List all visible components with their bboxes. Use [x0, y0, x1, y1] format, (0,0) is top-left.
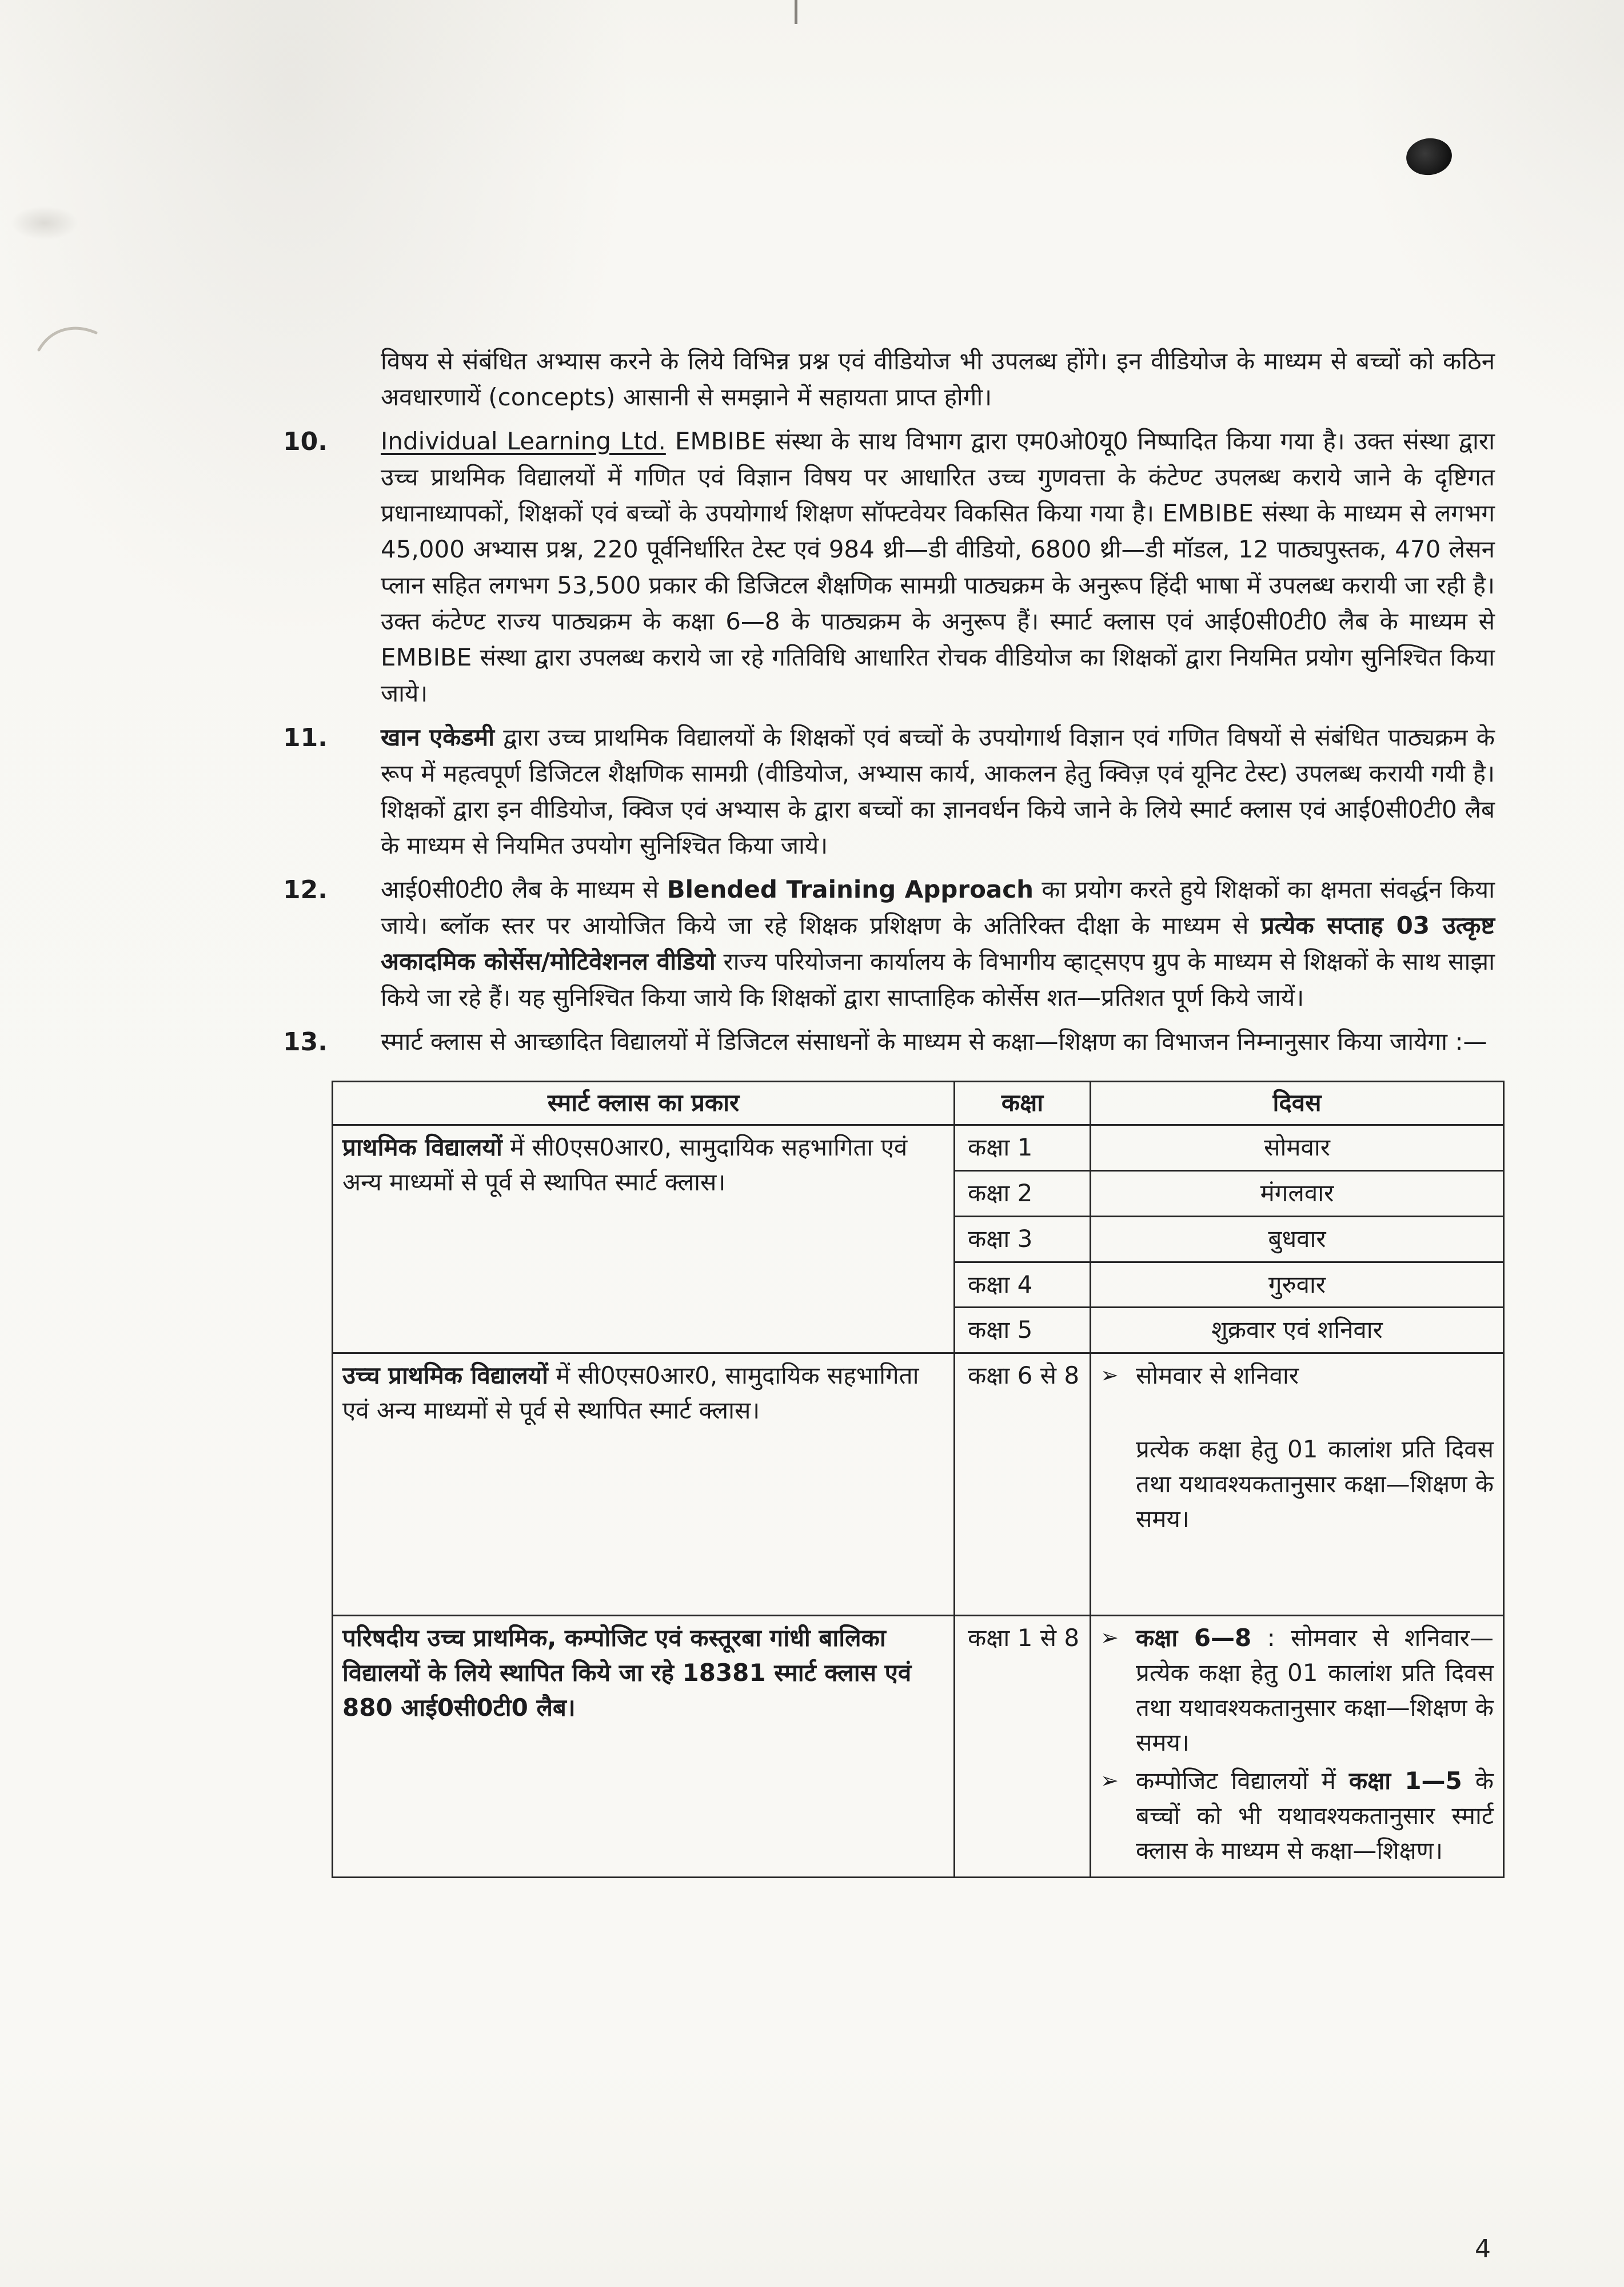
group1-type-bold: प्राथमिक विद्यालयों [342, 1133, 502, 1161]
class-cell: कक्षा 3 [955, 1216, 1091, 1262]
group2-type-cell [333, 1353, 955, 1616]
item-12-seg3: का प्रयोग करते हुये शिक्षकों का क्षमता संवर्द्धन किया जाये। ब्लॉक स्तर पर आयोजित किये जा रहे शिक्षक प्रशिक्षण के अतिरिक्त दीक्षा के माध्यम से [381, 875, 1495, 939]
scan-artifact-line [795, 0, 797, 24]
blank-line [1100, 1397, 1494, 1432]
class-cell: कक्षा 1 [955, 1125, 1091, 1170]
item-10-body: EMBIBE संस्था के साथ विभाग द्वारा एम0ओ0यू0 निष्पादित किया गया है। उक्त संस्था द्वारा उच्च प्राथमिक विद्यालयों में गणित एवं विज्ञान विषय पर आधारित उच्च गुणवत्ता के कंटेण्ट उपलब्ध कराये जाने के दृष्टिगत प्रधानाध्यापकों, शिक्षकों एवं बच्चों के उपयोगार्थ शिक्षण सॉफ्टवेयर विकसित किया गया है। EMBIBE संस्था के माध्यम से लगभग 45,000 अभ्यास प्रश्न, 220 पूर्वनिर्धारित टेस्ट एवं 984 थ्री—डी वीडियो, 6800 थ्री—डी मॉडल, 12 पाठ्यपुस्तक, 470 लेसन प्लान सहित लगभग 53,500 प्रकार की डिजिटल शैक्षणिक सामग्री पाठ्यक्रम के अनुरूप हिंदी भाषा में उपलब्ध करायी जा रही है। उक्त कंटेण्ट राज्य पाठ्यक्रम के कक्षा 6—8 के पाठ्यक्रम के अनुरूप हैं। स्मार्ट क्लास एवं आई0सी0टी0 लैब के माध्यम से EMBIBE संस्था द्वारा उपलब्ध कराये जा रहे गतिविधि आधारित रोचक वीडियोज का शिक्षकों द्वारा नियमित प्रयोग सुनिश्चित किया जाये। [381, 427, 1495, 707]
item-12-number: 12. [283, 875, 328, 905]
group1-type-cell [333, 1125, 955, 1353]
group3-class-cell: कक्षा 1 से 8 [955, 1616, 1091, 1877]
list-item-10 [283, 423, 1495, 711]
group2-day-line2: प्रत्येक कक्षा हेतु 01 कालांश प्रति दिवस तथा यथावश्यकतानुसार कक्षा—शिक्षण के समय। [1136, 1435, 1494, 1533]
day-cell: बुधवार [1091, 1216, 1504, 1262]
group2-day-cell [1091, 1353, 1504, 1616]
arrow-bullet-icon: ➢ [1100, 1767, 1119, 1793]
bullet2-lead: कम्पोजिट विद्यालयों में [1136, 1766, 1349, 1795]
day-cell: शुक्रवार एवं शनिवार [1091, 1308, 1504, 1353]
intro-paragraph: विषय से संबंधित अभ्यास करने के लिये विभिन्न प्रश्न एवं वीडियोज भी उपलब्ध होंगे। इन वीडियोज के माध्यम से बच्चों को कठिन अवधारणायें (concepts) आसानी से समझाने में सहायता प्राप्त होगी। [381, 347, 1495, 411]
bullet-item [1100, 1358, 1494, 1393]
group2-type-bold: उच्च प्राथमिक विद्यालयों [342, 1361, 548, 1390]
class-range-bold: कक्षा 6—8 [1136, 1624, 1252, 1652]
col-header-day: दिवस [1091, 1082, 1504, 1125]
class-cell: कक्षा 4 [955, 1262, 1091, 1308]
document-body [283, 343, 1495, 1878]
item-11-body: द्वारा उच्च प्राथमिक विद्यालयों के शिक्षकों एवं बच्चों के उपयोगार्थ विज्ञान एवं गणित विषयों से संबंधित पाठ्यक्रम के रूप में महत्वपूर्ण डिजिटल शैक्षणिक सामग्री (वीडियोज, अभ्यास कार्य, आकलन हेतु क्विज़ एवं यूनिट टेस्ट) उपलब्ध करायी गयी है। शिक्षकों द्वारा इन वीडियोज, क्विज एवं अभ्यास के द्वारा बच्चों का ज्ञानवर्धन किये जाने के लिये स्मार्ट क्लास एवं आई0सी0टी0 लैब के माध्यम से नियमित उपयोग सुनिश्चित किया जाये। [381, 723, 1495, 859]
item-number-spacer [283, 343, 381, 415]
item-13-number: 13. [283, 1027, 328, 1057]
smart-class-schedule-table [332, 1081, 1505, 1878]
item-13-text: स्मार्ट क्लास से आच्छादित विद्यालयों में डिजिटल संसाधनों के माध्यम से कक्षा—शिक्षण का विभाजन निम्नानुसार किया जायेगा :— [381, 1027, 1487, 1055]
item-10-text [381, 423, 1495, 711]
day-cell: सोमवार [1091, 1125, 1504, 1170]
bullet-item [1100, 1764, 1494, 1868]
group3-bullet2 [1136, 1764, 1494, 1868]
class-cell: कक्षा 2 [955, 1170, 1091, 1216]
class-cell: कक्षा 5 [955, 1308, 1091, 1353]
arrow-bullet-icon: ➢ [1100, 1625, 1119, 1651]
item-11-number: 11. [283, 723, 328, 752]
list-item-13 [283, 1023, 1495, 1061]
group2-class-cell: कक्षा 6 से 8 [955, 1353, 1091, 1616]
item-12-seg5: राज्य परियोजना कार्यालय के विभागीय व्हाट्सएप ग्रुप के माध्यम से शिक्षकों के साथ साझा किये जा रहे हैं। यह सुनिश्चित किया जाये कि शिक्षकों द्वारा साप्ताहिक कोर्सेस शत—प्रतिशत पूर्ण किये जायें। [381, 947, 1495, 1011]
bullet-item [1100, 1621, 1494, 1760]
table-header-row [333, 1082, 1504, 1125]
group1-type-rest: में सी0एस0आर0, सामुदायिक सहभागिता एवं अन्य माध्यमों से पूर्व से स्थापित स्मार्ट क्लास। [342, 1133, 908, 1196]
scan-smudge [10, 206, 79, 240]
bullet2-rest: के बच्चों को भी यथावश्यकतानुसार स्मार्ट क्लास के माध्यम से कक्षा—शिक्षण। [1136, 1766, 1494, 1864]
table-row-class1 [333, 1125, 1504, 1170]
day-cell: मंगलवार [1091, 1170, 1504, 1216]
arrow-bullet-icon: ➢ [1100, 1362, 1119, 1388]
group3-bullet1 [1136, 1621, 1494, 1760]
bullet1-rest: : सोमवार से शनिवार—प्रत्येक कक्षा हेतु 01 कालांश प्रति दिवस तथा यथावश्यकतानुसार कक्षा—शिक्षण के समय। [1136, 1624, 1494, 1757]
class-range2-bold: कक्षा 1—5 [1348, 1766, 1462, 1795]
group2-type-rest: में सी0एस0आर0, सामुदायिक सहभागिता एवं अन्य माध्यमों से पूर्व से स्थापित स्मार्ट क्लास। [342, 1361, 919, 1425]
list-item-11 [283, 719, 1495, 863]
blended-training-bold: Blended Training Approach [667, 875, 1034, 903]
col-header-type: स्मार्ट क्लास का प्रकार [333, 1082, 955, 1125]
group3-type-cell: परिषदीय उच्च प्राथमिक, कम्पोजिट एवं कस्तूरबा गांधी बालिका विद्यालयों के लिये स्थापित किये जा रहे 18381 स्मार्ट क्लास एवं 880 आई0सी0टी0 लैब। [333, 1616, 955, 1877]
item-11-text [381, 719, 1495, 863]
table-row-council-schools [333, 1616, 1504, 1877]
weekly-courses-bold: प्रत्येक सप्ताह 03 उत्कृष्ट अकादमिक कोर्सेस/मोटिवेशनल वीडियो [381, 911, 1495, 975]
group2-day-line1: सोमवार से शनिवार [1136, 1361, 1299, 1390]
punch-hole-mark [1404, 136, 1454, 178]
intro-paragraph-row [283, 343, 1495, 415]
item-10-number: 10. [283, 427, 328, 456]
khan-academy-bold: खान एकेडमी [381, 723, 494, 751]
item-12-seg1: आई0सी0टी0 लैब के माध्यम से [381, 875, 667, 903]
page-number: 4 [1475, 2234, 1491, 2264]
item-12-text [381, 871, 1495, 1015]
pencil-mark [34, 320, 103, 360]
group3-day-cell [1091, 1616, 1504, 1877]
day-cell: गुरुवार [1091, 1262, 1504, 1308]
org-name-underlined: Individual Learning Ltd. [381, 427, 666, 455]
col-header-class: कक्षा [955, 1082, 1091, 1125]
table-row-upper-primary [333, 1353, 1504, 1616]
list-item-12 [283, 871, 1495, 1015]
